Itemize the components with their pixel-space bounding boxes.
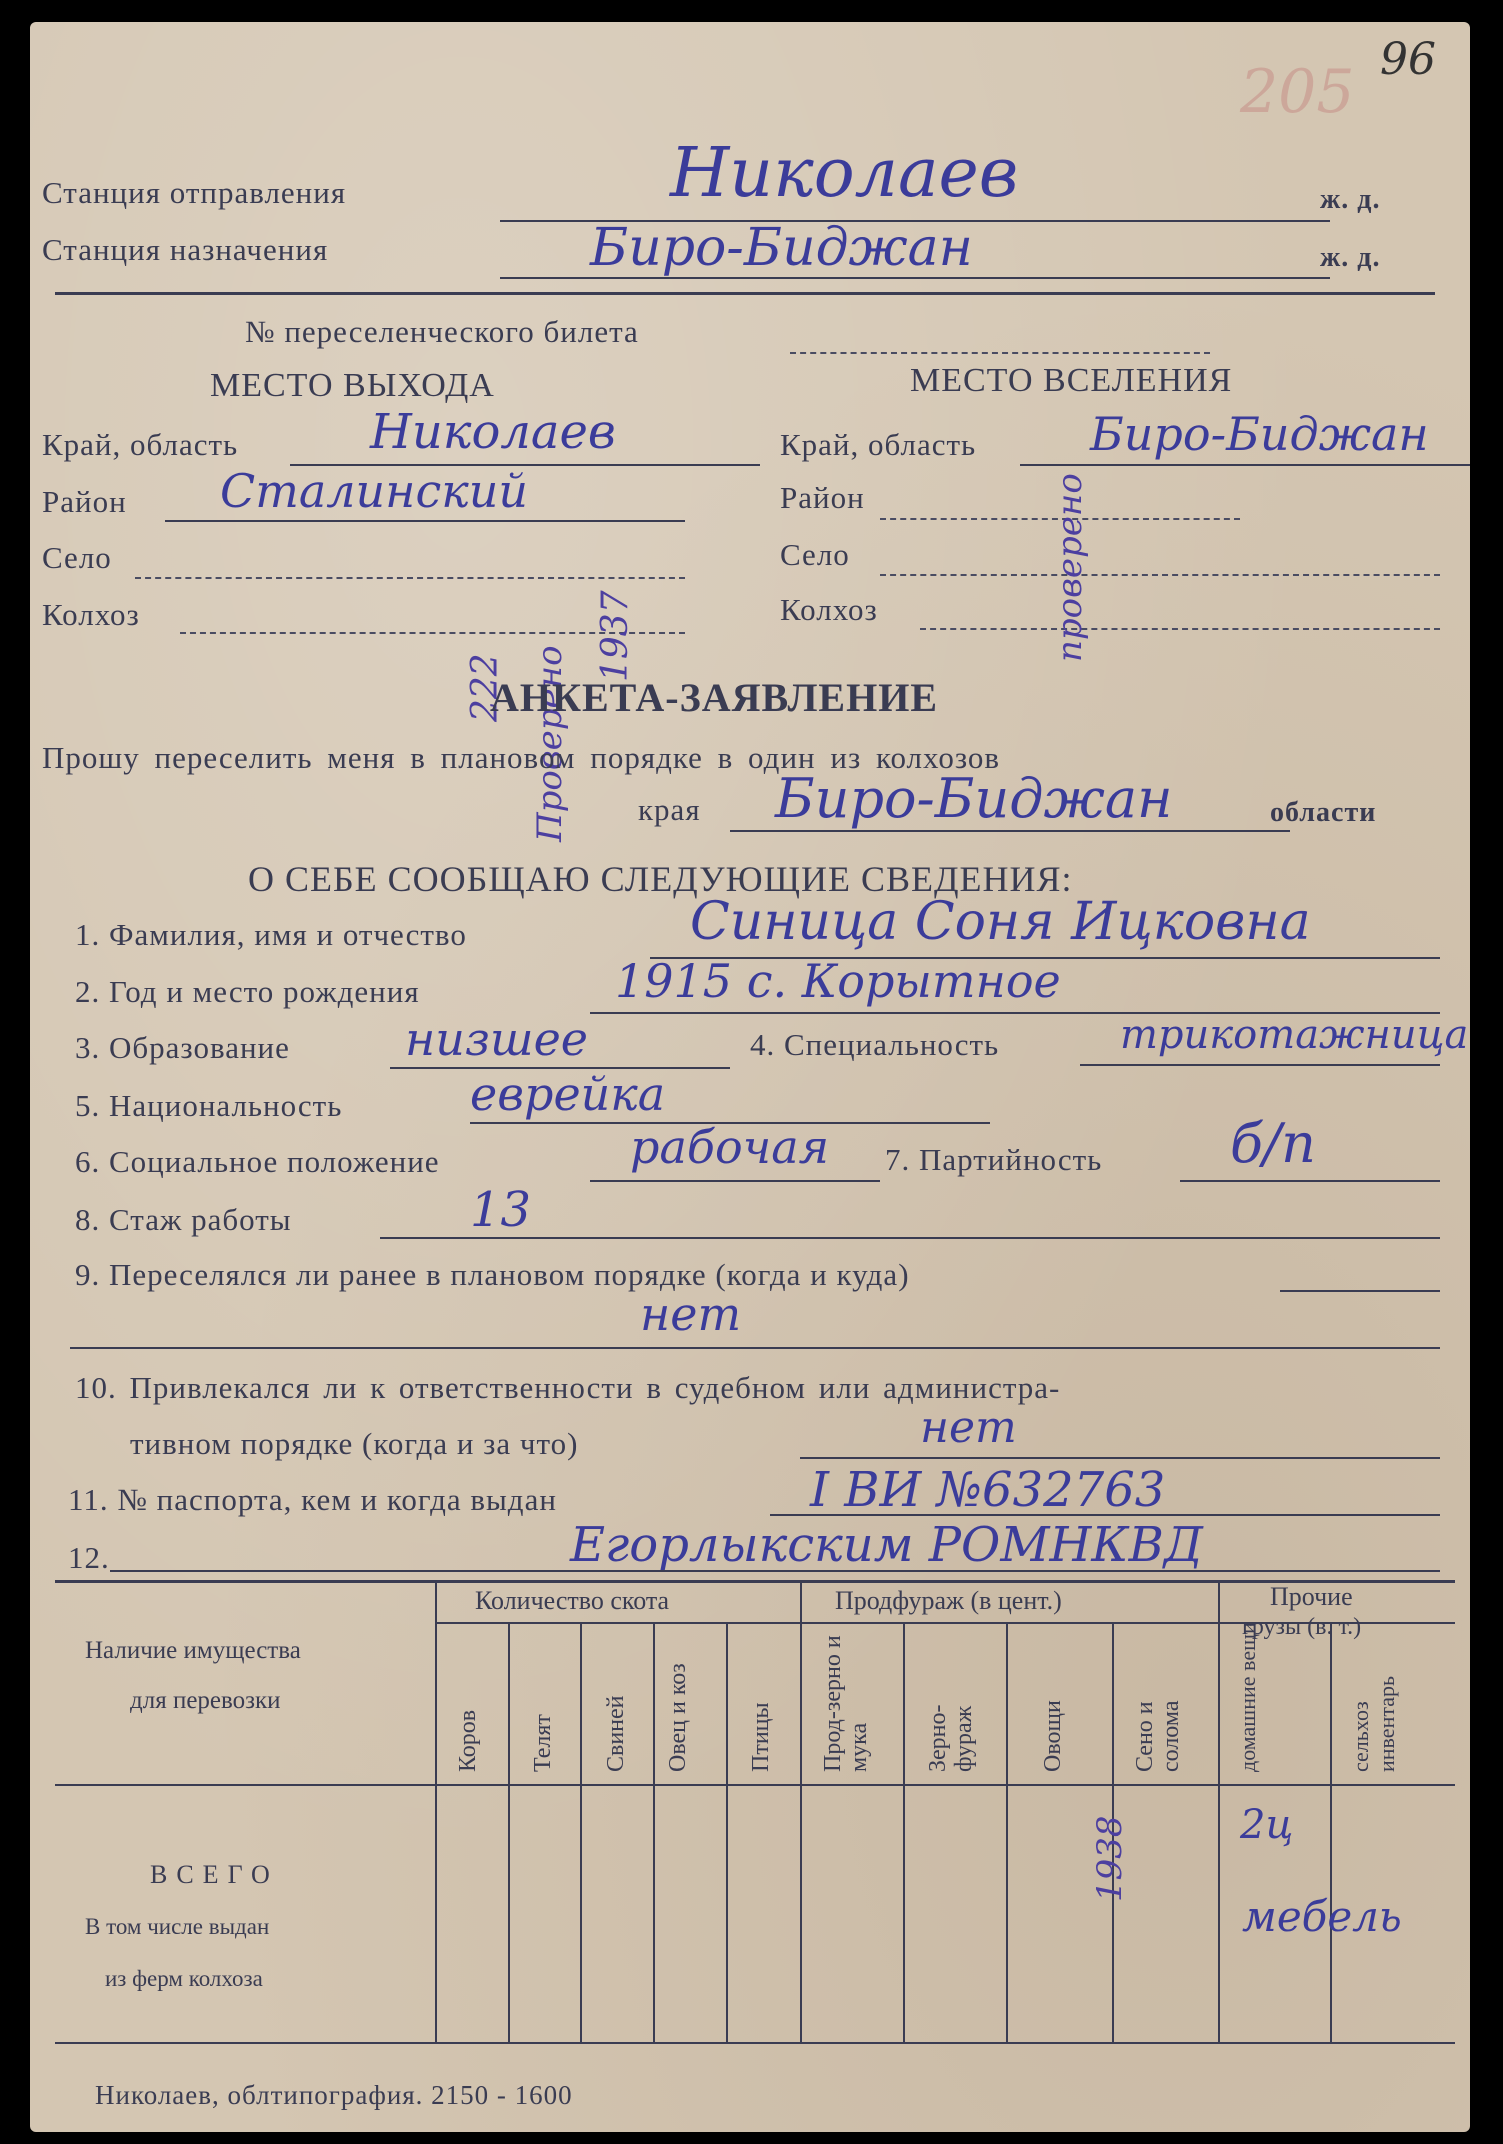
origin-village-label: Село [42, 540, 112, 575]
household-value-2: мебель [1242, 1892, 1402, 1941]
ticket-label: № переселенческого билета [245, 314, 639, 349]
q6-label: 6. Социальное положение [75, 1144, 440, 1179]
q1-value: Синица Соня Ицковна [690, 892, 1311, 952]
q4-value: трикотажница [1120, 1012, 1469, 1058]
origin-district-label: Район [42, 484, 127, 519]
request-line1: Прошу переселить меня в плановом порядке в один из колхозов [42, 740, 1001, 775]
q2-value: 1915 с. Корытное [615, 954, 1061, 1008]
stamp-vertical-1: 222 [465, 653, 506, 722]
q7-value: б/п [1230, 1112, 1316, 1175]
origin-title: МЕСТО ВЫХОДА [210, 367, 495, 404]
q11-label: 11. № паспорта, кем и когда выдан [68, 1482, 557, 1517]
issued-line2: из ферм колхоза [105, 1966, 263, 1991]
total-label: ВСЕГО [150, 1860, 279, 1889]
origin-kolkhoz-label: Колхоз [42, 597, 140, 632]
col-grain-flour: Прод-зерно и мука [820, 1635, 872, 1772]
group-other-line1: Прочие [1270, 1582, 1353, 1611]
group-livestock: Количество скота [475, 1586, 670, 1615]
origin-region-value: Николаев [370, 404, 616, 460]
q4-label: 4. Специальность [750, 1027, 1000, 1062]
q3-label: 3. Образование [75, 1030, 290, 1065]
row-header-line2: для перевозки [130, 1687, 281, 1714]
col-calves: Телят [530, 1714, 556, 1772]
group-fodder: Продфураж (в цент.) [835, 1586, 1062, 1615]
q7-label: 7. Партийность [885, 1142, 1103, 1177]
col-poultry: Птицы [748, 1702, 774, 1772]
q10-line1: 10. Привлекался ли к ответственности в судебном или администра- [75, 1370, 1061, 1405]
household-value-1: 2ц [1240, 1802, 1294, 1848]
dest-village-label: Село [780, 537, 850, 572]
q8-value: 13 [470, 1182, 532, 1238]
footer-printer: Николаев, облтипография. 2150 - 1600 [95, 2080, 573, 2110]
q12-value: Егорлыкским РОМНКВД [570, 1517, 1203, 1573]
departure-label: Станция отправления [42, 175, 347, 210]
col-hay: Сено и солома [1132, 1700, 1184, 1772]
request-kray-value: Биро-Биджан [775, 767, 1173, 830]
origin-region-label: Край, область [42, 427, 239, 462]
page-number: 96 [1380, 34, 1436, 85]
dest-region-label: Край, область [780, 427, 977, 462]
request-oblast-label: области [1270, 797, 1377, 828]
form-title: АНКЕТА-ЗАЯВЛЕНИЕ [490, 675, 939, 720]
stamp-vertical-center: проверено [1050, 473, 1090, 662]
stamp-vertical-2: Проверено [530, 645, 570, 842]
col-household: домашние вещи [1235, 1622, 1260, 1772]
q9-label: 9. Переселялся ли ранее в плановом порядке (когда и куда) [75, 1257, 910, 1292]
destination-title: МЕСТО ВСЕЛЕНИЯ [910, 362, 1233, 399]
q12-label: 12. [68, 1540, 110, 1575]
group-other-line2: грузы (в. т.) [1242, 1614, 1362, 1640]
q9-value: нет [640, 1287, 742, 1341]
form-sheet [30, 22, 1470, 2132]
request-kray-label: края [638, 792, 701, 827]
destination-label: Станция назначения [42, 232, 329, 267]
col-tools: сельхоз инвентарь [1348, 1675, 1399, 1772]
dest-district-label: Район [780, 480, 865, 515]
destination-rail: ж. д. [1320, 242, 1381, 273]
departure-value: Николаев [670, 134, 1019, 213]
q10-line2: тивном порядке (когда и за что) [130, 1426, 579, 1461]
q3-value: низшее [405, 1012, 589, 1066]
dest-kolkhoz-label: Колхоз [780, 592, 878, 627]
issued-line1: В том числе выдан [85, 1914, 270, 1939]
row-header-line1: Наличие имущества [85, 1637, 301, 1664]
col-sheep: Овец и коз [665, 1663, 691, 1772]
q2-label: 2. Год и место рождения [75, 974, 420, 1009]
col-pigs: Свиней [603, 1695, 629, 1772]
section-title: О СЕБЕ СООБЩАЮ СЛЕДУЮЩИЕ СВЕДЕНИЯ: [248, 859, 1073, 899]
destination-value: Биро-Биджан [590, 218, 973, 278]
q10-value: нет [920, 1402, 1017, 1453]
q6-value: рабочая [630, 1120, 830, 1174]
faded-mark: 205 [1240, 57, 1355, 127]
origin-district-value: Сталинский [220, 464, 528, 518]
col-cows: Коров [455, 1709, 481, 1772]
q8-label: 8. Стаж работы [75, 1202, 292, 1237]
q5-value: еврейка [470, 1067, 666, 1121]
q11-value: I ВИ №632763 [810, 1462, 1166, 1518]
col-fodder: Зерно-фураж [925, 1704, 977, 1772]
col-vegetables: Овощи [1040, 1700, 1066, 1772]
q5-label: 5. Национальность [75, 1088, 343, 1123]
q1-label: 1. Фамилия, имя и отчество [75, 917, 467, 952]
stamp-table-vertical: 1938 [1090, 1815, 1130, 1902]
dest-region-value: Биро-Биджан [1090, 407, 1429, 461]
departure-rail: ж. д. [1320, 184, 1381, 215]
stamp-vertical-3: 1937 [595, 590, 636, 682]
